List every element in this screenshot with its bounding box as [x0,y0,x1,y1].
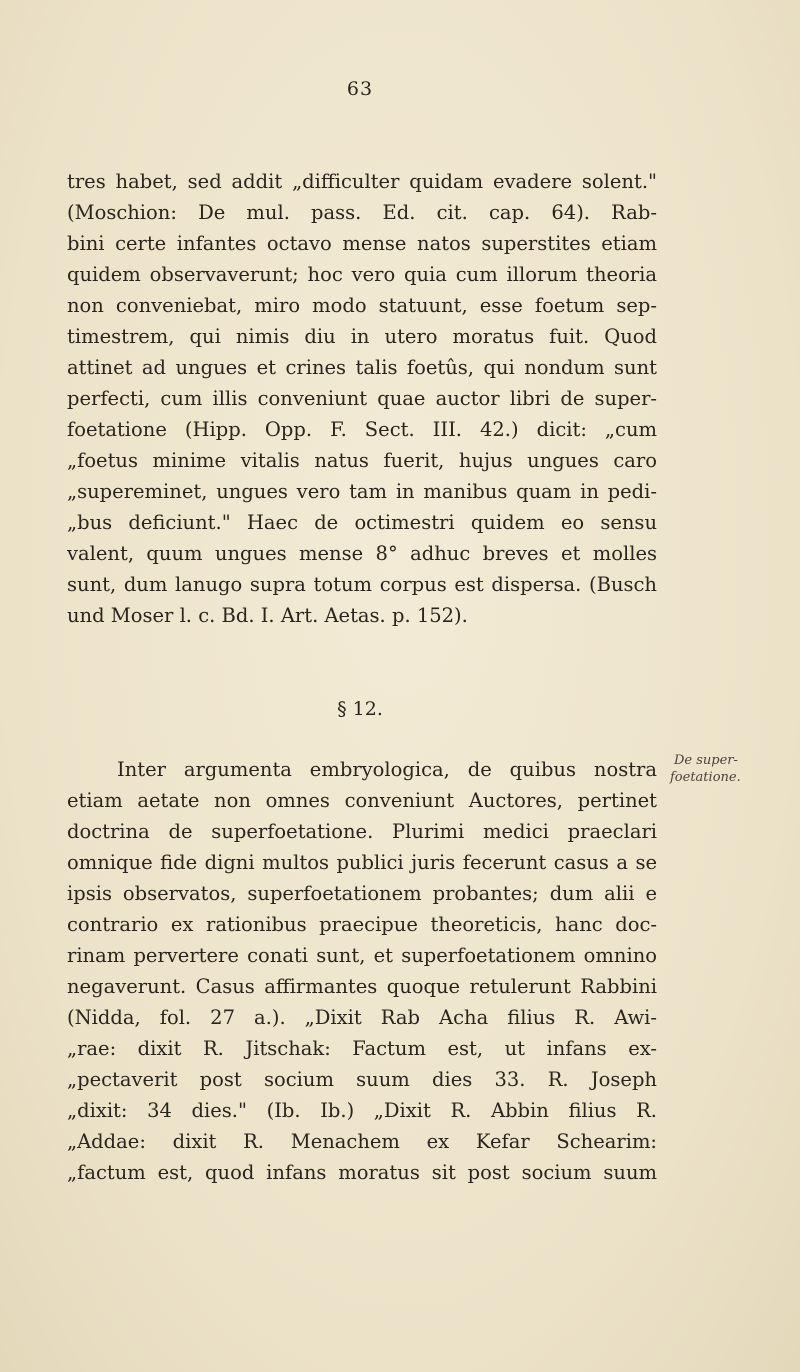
text-line: perfecti, cum illis conveniunt quae auctor libri de super- [67,387,657,410]
section-heading: § 12. [337,698,383,720]
text-line: „dixit: 34 dies." (Ib. Ib.) „Dixit R. Abbin filius R. [67,1099,657,1122]
text-line: etiam aetate non omnes conveniunt Auctores, pertinet [67,789,657,812]
text-line: „supereminet, ungues vero tam in manibus quam in pedi- [67,480,657,503]
paragraph-1 [67,166,657,631]
text-line: „factum est, quod infans moratus sit post socium suum [67,1161,657,1184]
paragraph-2 [67,754,657,1188]
text-line: sunt, dum lanugo supra totum corpus est dispersa. (Busch [67,573,657,596]
margin-note-line: De super- [674,753,738,768]
text-line: „foetus minime vitalis natus fuerit, hujus ungues caro [67,449,657,472]
margin-note-line: foetatione. [670,770,741,785]
text-line: rinam pervertere conati sunt, et superfoetationem omnino [67,944,657,967]
text-line: quidem observaverunt; hoc vero quia cum illorum theoria [67,263,657,286]
text-line: omnique fide digni multos publici juris fecerunt casus a se [67,851,657,874]
text-line: attinet ad ungues et crines talis foetûs, qui nondum sunt [67,356,657,379]
text-line: Inter argumenta embryologica, de quibus nostra [117,758,657,781]
text-line: (Moschion: De mul. pass. Ed. cit. cap. 64). Rab- [67,201,657,224]
text-line: valent, quum ungues mense 8° adhuc breves et molles [67,542,657,565]
text-line: foetatione (Hipp. Opp. F. Sect. III. 42.) dicit: „cum [67,418,657,441]
text-line: bini certe infantes octavo mense natos superstites etiam [67,232,657,255]
text-line: „rae: dixit R. Jitschak: Factum est, ut infans ex- [67,1037,657,1060]
text-line: negaverunt. Casus affirmantes quoque retulerunt Rabbini [67,975,657,998]
margin-note [670,752,784,786]
text-line: tres habet, sed addit „difficulter quidam evadere solent." [67,170,657,193]
text-line: „Addae: dixit R. Menachem ex Kefar Schearim: [67,1130,657,1153]
text-line: ipsis observatos, superfoetationem probantes; dum alii e [67,882,657,905]
text-line: „bus deficiunt." Haec de octimestri quidem eo sensu [67,511,657,534]
text-line: doctrina de superfoetatione. Plurimi medici praeclari [67,820,657,843]
page-number: 63 [346,78,374,100]
text-line: (Nidda, fol. 27 a.). „Dixit Rab Acha filius R. Awi- [67,1006,657,1029]
text-line: contrario ex rationibus praecipue theoreticis, hanc doc- [67,913,657,936]
text-line: timestrem, qui nimis diu in utero moratus fuit. Quod [67,325,657,348]
text-line: und Moser l. c. Bd. I. Art. Aetas. p. 152). [67,604,468,627]
text-line: non conveniebat, miro modo statuunt, esse foetum sep- [67,294,657,317]
text-line: „pectaverit post socium suum dies 33. R. Joseph [67,1068,657,1091]
